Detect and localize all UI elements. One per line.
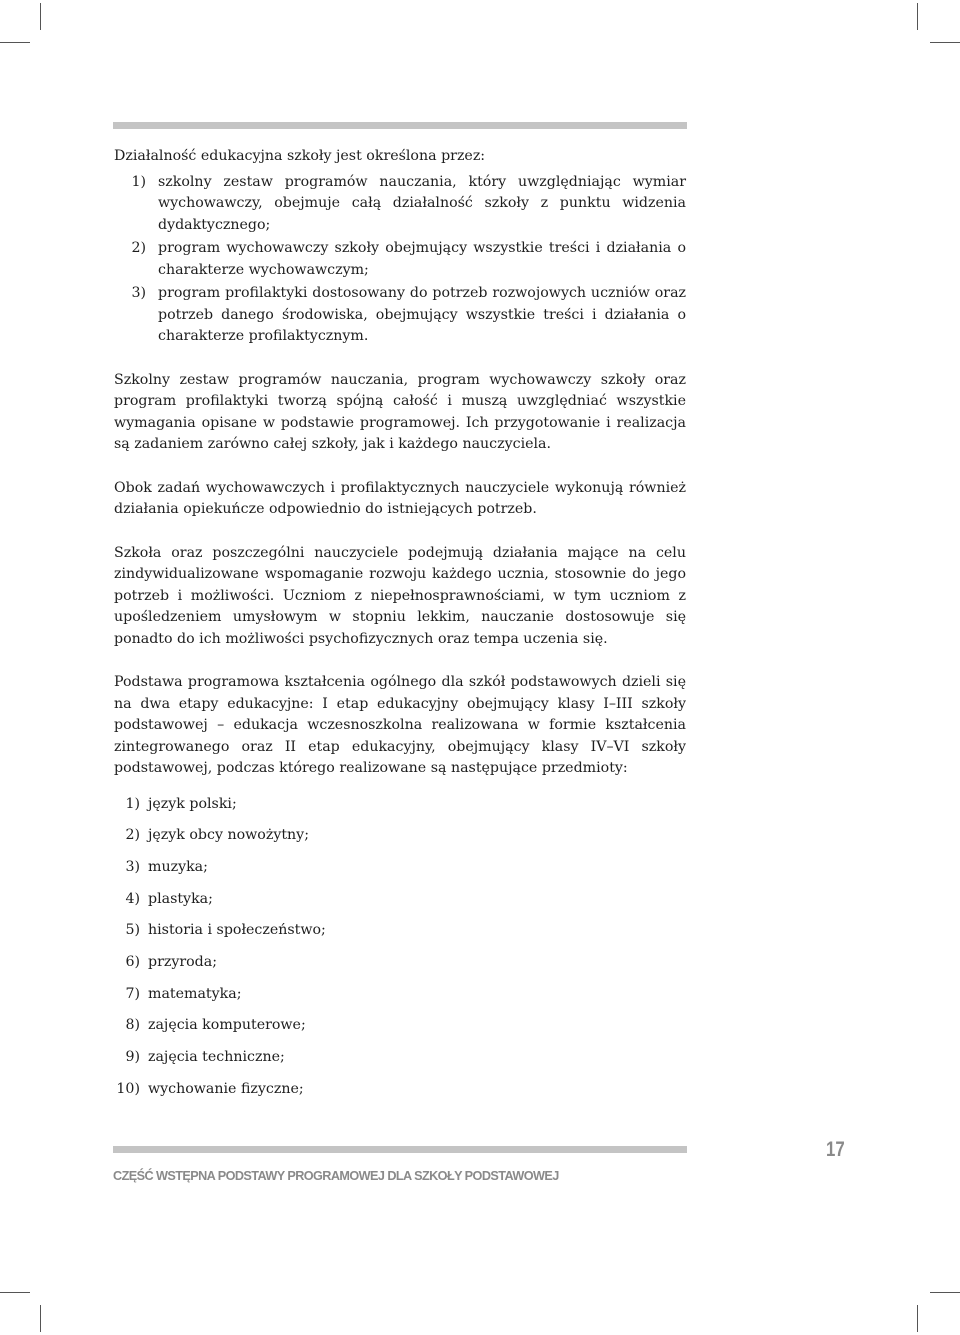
paragraph: Obok zadań wychowawczych i profilaktycznych nauczyciele wykonują również działania opiekuńcze odpowiednio do istniejących potrzeb. — [114, 479, 686, 517]
list-item-text: język polski; — [148, 795, 237, 812]
list-item-text: muzyka; — [148, 858, 208, 875]
list-item — [114, 952, 686, 984]
paragraph: Szkoła oraz poszczególni nauczyciele podejmują działania mające na celu zindywidualizowane wspomaganie rozwoju każdego ucznia, stosownie do jego potrzeb i możliwości. Uczniom z niepełnosprawnościami, w tym uczniom z upośledzeniem umysłowym w stopniu lekkim, nauczanie dostosowuje się ponadto do ich możliwości psychofizycznych oraz tempa uczenia się. — [114, 544, 686, 647]
page-number: 17 — [826, 1138, 845, 1161]
list-item-number: 9) — [125, 1049, 140, 1065]
list-item-text: zajęcia komputerowe; — [148, 1017, 306, 1034]
crop-mark-bottom-right-v — [917, 1305, 918, 1332]
crop-mark-top-left-v — [40, 3, 41, 30]
subjects-list — [114, 794, 686, 1111]
crop-mark-bottom-left-v — [40, 1305, 41, 1332]
list-item-number: 1) — [131, 173, 146, 190]
list-item-text: program profilaktyki dostosowany do potrzeb rozwojowych uczniów oraz potrzeb danego środowiska, obejmujący wszystkie treści i działania o charakterze profilaktycznym. — [158, 285, 686, 344]
list-item-number: 6) — [125, 953, 140, 970]
list-item-number: 2) — [131, 240, 146, 256]
list-item-number: 8) — [125, 1017, 140, 1034]
list-item-number: 5) — [125, 922, 140, 939]
page-content — [114, 146, 686, 1110]
crop-mark-top-right-h — [930, 42, 960, 43]
list-item-text: zajęcia techniczne; — [148, 1049, 285, 1065]
paragraph: Szkolny zestaw programów nauczania, program wychowawczy szkoły oraz program profilaktyki tworzą spójną całość i muszą uwzględniać wszystkie wymagania opisane w podstawie programowej. Ich przygotowanie i realizacja są zadaniem zarówno całej szkoły, jak i każdego nauczyciela. — [114, 371, 686, 452]
list-item — [114, 984, 686, 1016]
list-item — [114, 283, 686, 348]
list-item — [114, 794, 686, 826]
list-item-number: 4) — [125, 890, 140, 907]
list-item — [114, 172, 686, 237]
list-item-text: przyroda; — [148, 953, 217, 970]
crop-mark-top-right-v — [917, 3, 918, 30]
crop-mark-bottom-left-h — [0, 1292, 30, 1293]
list-item-number: 3) — [131, 285, 146, 301]
list-item-text: historia i społeczeństwo; — [148, 922, 326, 939]
list-item-number: 10) — [116, 1080, 140, 1097]
list-item-text: język obcy nowożytny; — [148, 827, 309, 844]
bottom-rule — [113, 1146, 687, 1153]
list-item — [114, 1047, 686, 1079]
list-item — [114, 238, 686, 281]
list-item-text: szkolny zestaw programów nauczania, który uwzględniając wymiar wychowawczy, obejmuje całą działalność szkoły z punktu widzenia dydaktycznego; — [158, 173, 686, 233]
list-item-number: 2) — [125, 827, 140, 844]
list-item — [114, 889, 686, 921]
top-rule — [113, 122, 687, 129]
list-item-text: matematyka; — [148, 985, 242, 1002]
list-item-number: 7) — [125, 985, 140, 1002]
list-item-number: 1) — [125, 795, 140, 812]
list-item — [114, 825, 686, 857]
intro-text: Działalność edukacyjna szkoły jest określona przez: — [114, 148, 486, 164]
list-item-text: plastyka; — [148, 890, 213, 907]
paragraph: Podstawa programowa kształcenia ogólnego dla szkół podstawowych dzieli się na dwa etapy edukacyjne: I etap edukacyjny obejmujący klasy I–III szkoły podstawowej – edukacja wczesnoszkolna realizowana w formie kształcenia zintegrowanego oraz II etap edukacyjny, obejmujący klasy IV–VI szkoły podstawowej, podczas którego realizowane są następujące przedmioty: — [114, 674, 686, 776]
list-item — [114, 1015, 686, 1047]
list-item — [114, 1079, 686, 1111]
list-item — [114, 857, 686, 889]
list-item-text: program wychowawczy szkoły obejmujący wszystkie treści i działania o charakterze wychowawczym; — [158, 240, 686, 278]
activity-list — [114, 172, 686, 348]
list-item-text: wychowanie fizyczne; — [148, 1080, 304, 1097]
list-item — [114, 920, 686, 952]
footer-title: CZĘŚĆ WSTĘPNA PODSTAWY PROGRAMOWEJ DLA SZKOŁY PODSTAWOWEJ — [113, 1168, 559, 1183]
crop-mark-bottom-right-h — [930, 1292, 960, 1293]
list-item-number: 3) — [125, 858, 140, 875]
crop-mark-top-left-h — [0, 42, 30, 43]
